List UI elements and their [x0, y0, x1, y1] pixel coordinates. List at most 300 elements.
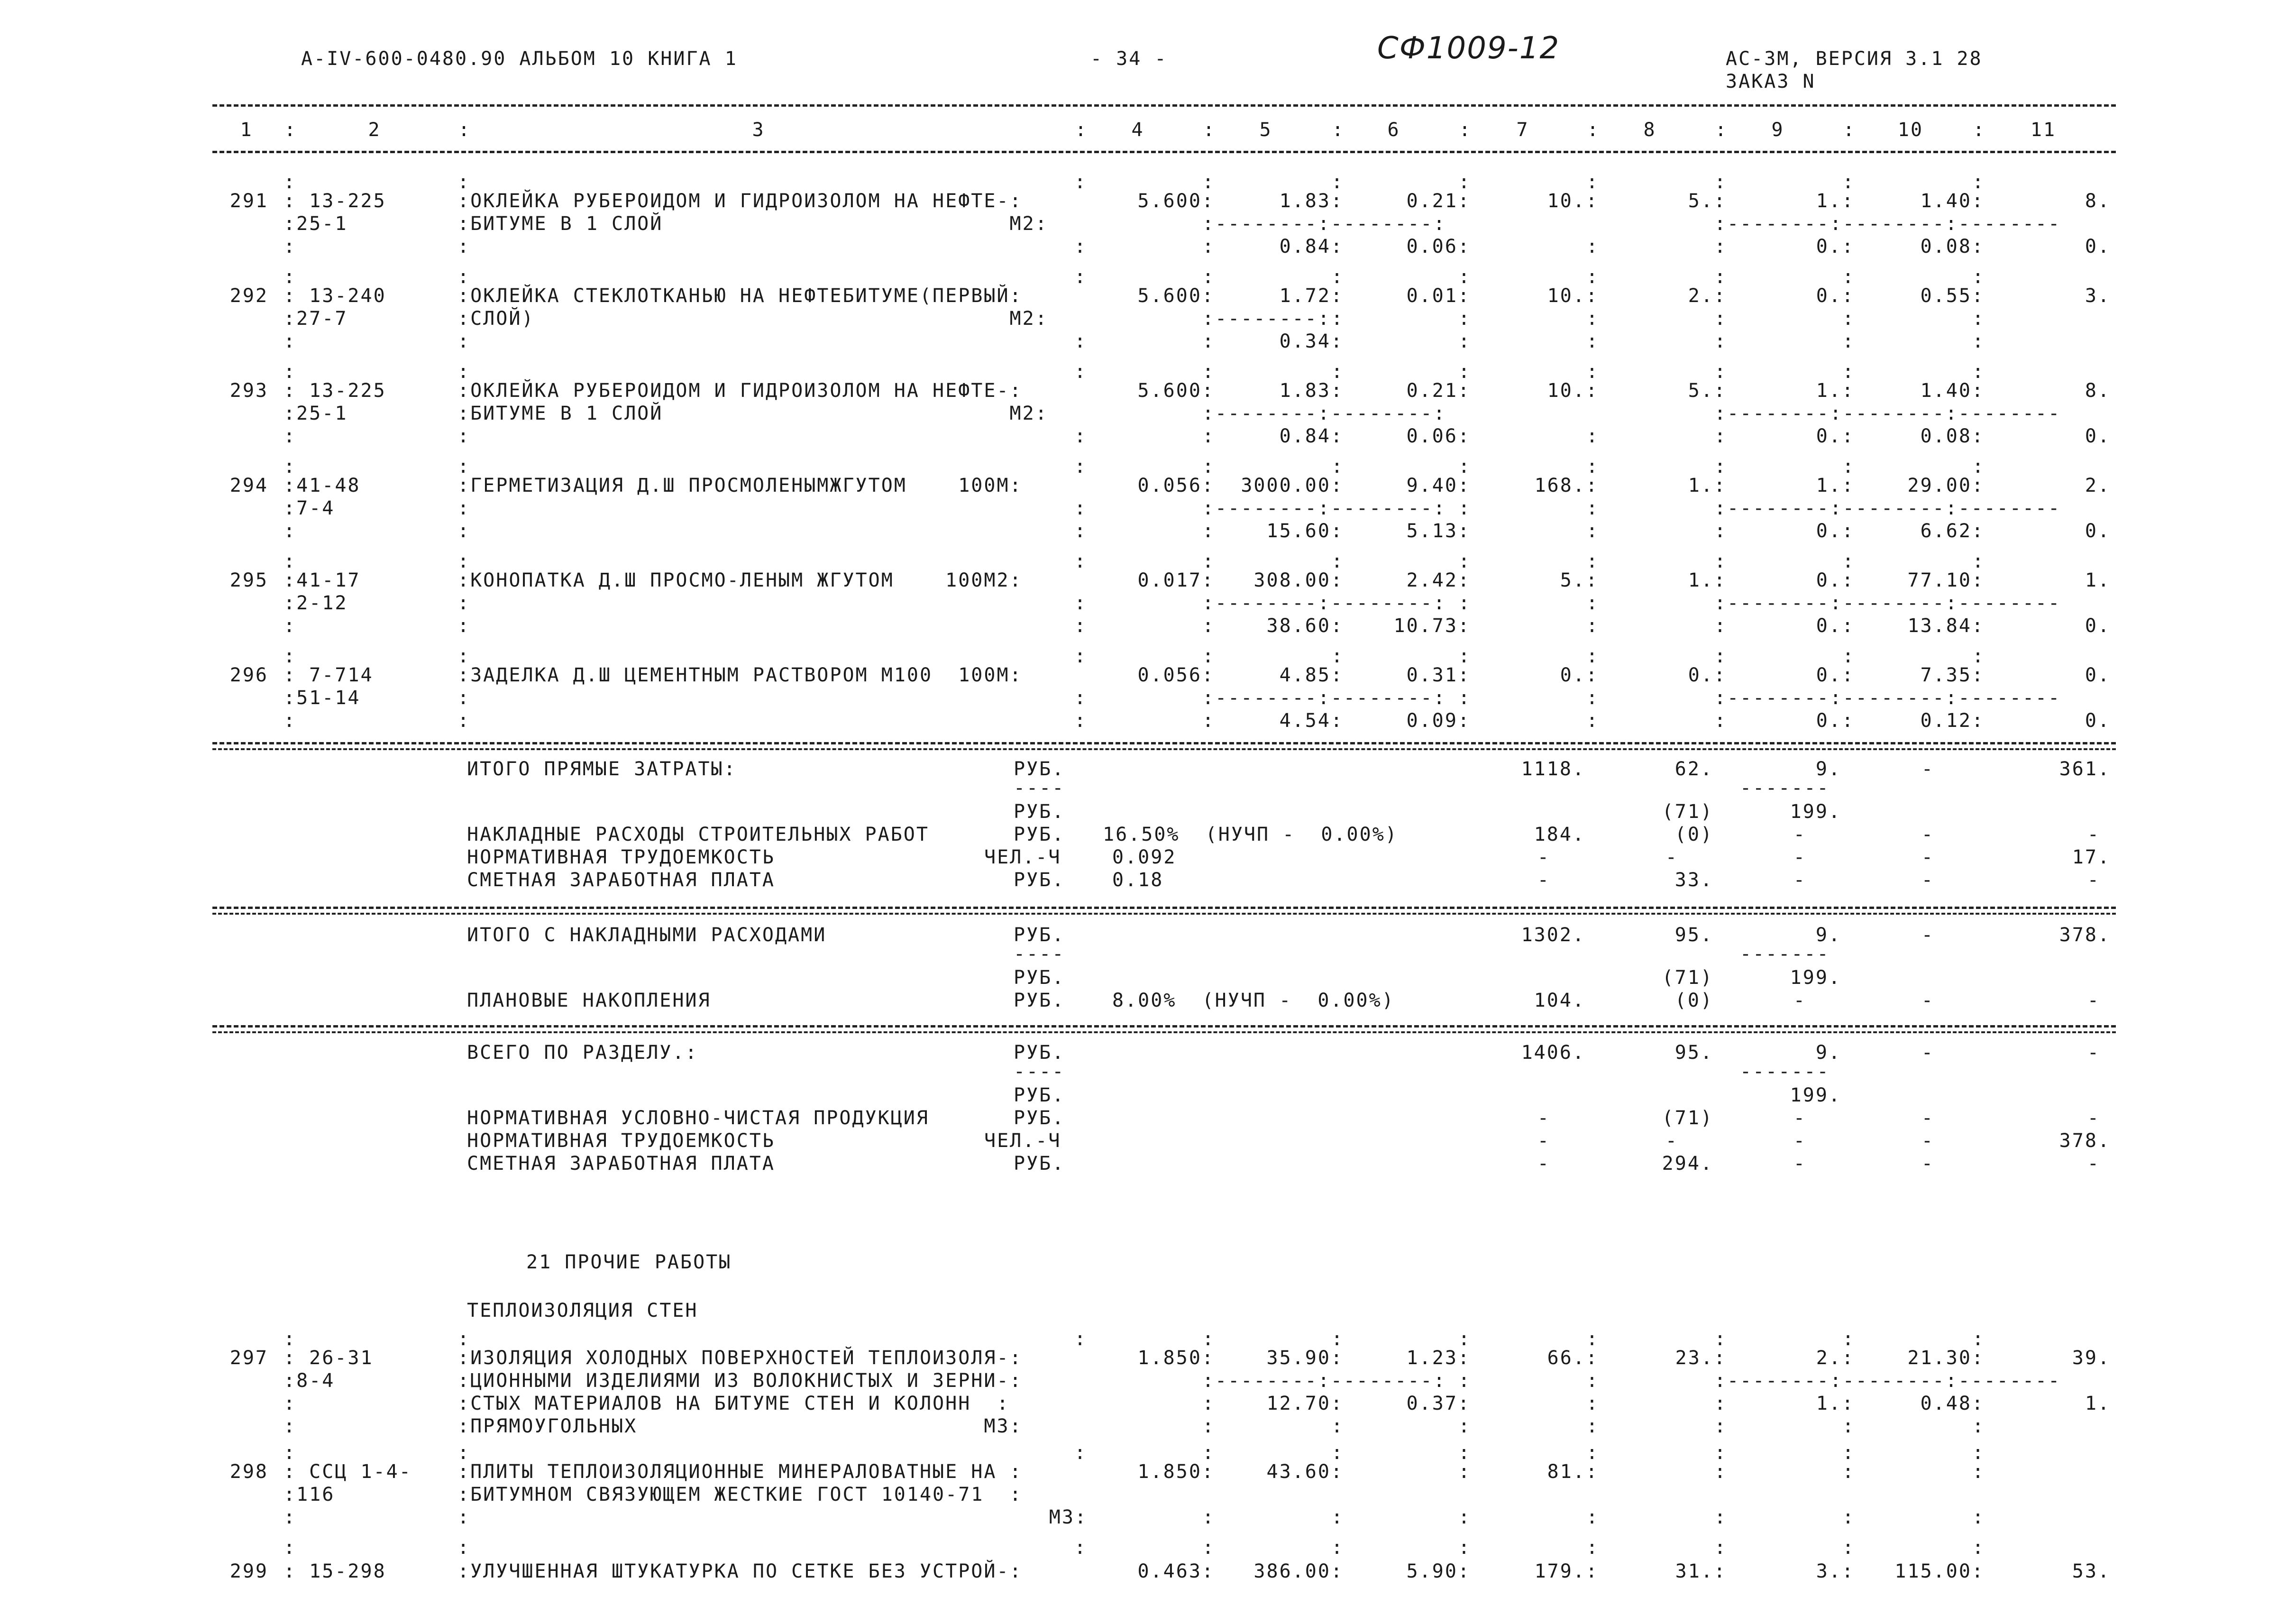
summary-machine: - [1793, 869, 1806, 891]
unit-cost: 1.83: [1279, 190, 1344, 212]
summary-rate: 0.092 [1112, 846, 1177, 868]
total-cost: 168.: [1534, 475, 1599, 496]
unit-cost: 1.72: [1279, 285, 1344, 307]
quantity: 0.463: [1137, 1560, 1215, 1582]
colon-marker: : [1972, 1328, 1985, 1350]
summary-wages: 95. [1674, 924, 1713, 946]
colon-marker: : [1714, 1393, 1728, 1414]
machine-cost: 3.: [1816, 1560, 1855, 1582]
norm-code: : 13-225 [284, 190, 386, 212]
colon-marker: : [1202, 361, 1216, 383]
labor-total: 3. [2085, 285, 2111, 307]
summary-unit: РУБ. [1014, 990, 1065, 1011]
work-description: :СТЫХ МАТЕРИАЛОВ НА БИТУМЕ СТЕН И КОЛОНН : [457, 1393, 1010, 1414]
colon-marker: : [1972, 551, 1985, 572]
unit-cost: 35.90: [1266, 1347, 1344, 1369]
colon-marker: : [1714, 710, 1728, 732]
colon-marker: : [1331, 1537, 1345, 1559]
machine-cost: 0.: [1816, 664, 1855, 686]
colon-marker: : [284, 551, 297, 572]
colon-marker: : [457, 456, 471, 477]
colon-marker: : [457, 551, 471, 572]
quantity: 0.056: [1137, 664, 1215, 686]
summary-labor-total: - [2087, 990, 2100, 1011]
labor-total: 39. [2072, 1347, 2111, 1369]
work-description: :ОКЛЕЙКА РУБЕРОИДОМ И ГИДРОИЗОЛОМ НА НЕФТЕ-: [457, 190, 1023, 212]
colon-marker: : [1714, 1461, 1728, 1483]
colon-marker: : [1842, 330, 1856, 352]
colon-marker: : [1331, 266, 1345, 288]
unit-machine-wage: 0.06: [1406, 425, 1471, 447]
colon-marker: : [1202, 236, 1216, 257]
total-cost: 5.: [1560, 569, 1599, 591]
colon-marker: : [1842, 551, 1856, 572]
col-header-7: 7 [1516, 119, 1529, 141]
summary-machine: 9. [1815, 924, 1841, 946]
colon-marker: : [1458, 1328, 1472, 1350]
summary-labor: - [1921, 1042, 1934, 1064]
quantity: 0.056: [1137, 475, 1215, 496]
norm-code-sub: :2-12 [284, 592, 348, 614]
colon-marker: : [1331, 1442, 1345, 1464]
section-rule [212, 913, 2116, 915]
colon-marker: : [1842, 361, 1856, 383]
colon-marker: : [1202, 1393, 1216, 1414]
summary-wages: 33. [1674, 869, 1713, 891]
colon-marker: : [1074, 425, 1088, 447]
unit-wage: 0.84: [1279, 425, 1344, 447]
colon-marker: : [1972, 308, 1985, 330]
summary-wages: (71) [1662, 1107, 1713, 1129]
col-header-5: 5 [1259, 119, 1272, 141]
work-description: :ОКЛЕЙКА СТЕКЛОТКАНЬЮ НА НЕФТЕБИТУМЕ(ПЕРВЫЙ: [457, 285, 1023, 307]
summary-total: - [1537, 1130, 1550, 1152]
unit-wage: 15.60: [1266, 520, 1344, 542]
colon-marker: : [1842, 1442, 1856, 1464]
colon-marker: : [1074, 551, 1088, 572]
colon-marker: : [1458, 687, 1472, 709]
colon-marker: : [1074, 330, 1088, 352]
summary-machine: - [1793, 1153, 1806, 1174]
section-rule [212, 907, 2116, 909]
colon-marker: : [1842, 266, 1856, 288]
colon-marker: : [1074, 1442, 1088, 1464]
colon-marker: : [1586, 236, 1600, 257]
machine-cost: 1.: [1816, 380, 1855, 402]
summary-unit: РУБ. [1014, 924, 1065, 946]
sub-divider: :--------:--------: [1202, 592, 1446, 614]
colon-marker: : [1586, 330, 1600, 352]
summary-underline: ---- [1014, 943, 1065, 965]
total-cost: 81.: [1547, 1461, 1599, 1483]
summary-labor-total: - [2087, 869, 2100, 891]
colon-marker: : [457, 645, 471, 667]
summary-label: СМЕТНАЯ ЗАРАБОТНАЯ ПЛАТА [467, 1153, 775, 1174]
col-sep: : [284, 119, 297, 141]
section-rule [212, 1031, 2116, 1033]
colon-marker: : [1458, 330, 1472, 352]
labor-machine-total: 0. [2085, 520, 2111, 542]
summary-unit: РУБ. [1014, 801, 1065, 823]
norm-code-sub: :27-7 [284, 308, 348, 330]
total-cost: 66.: [1547, 1347, 1599, 1369]
colon-marker: : [1458, 497, 1472, 519]
sub-divider: :--------:--------: [1202, 213, 1446, 235]
work-description: : [457, 497, 471, 519]
colon-marker: : [1202, 645, 1216, 667]
colon-marker: : [1586, 551, 1600, 572]
work-description: :ИЗОЛЯЦИЯ ХОЛОДНЫХ ПОВЕРХНОСТЕЙ ТЕПЛОИЗОЛЯ-: [457, 1347, 1023, 1369]
col-header-1: 1 [240, 119, 253, 141]
summary-labor: - [1921, 758, 1934, 780]
col-header-9: 9 [1771, 119, 1784, 141]
sub-divider: :--------:--------:-------- [1714, 1370, 2061, 1392]
colon-marker: : [1458, 171, 1472, 193]
album-reference: А-IV-600-0480.90 АЛЬБОМ 10 КНИГА 1 [301, 48, 738, 70]
summary-label: СМЕТНАЯ ЗАРАБОТНАЯ ПЛАТА [467, 869, 775, 891]
colon-marker: : [1074, 497, 1088, 519]
labor-machine-total: 1. [2085, 1393, 2111, 1414]
machine-wage: 1.: [1816, 1393, 1855, 1414]
colon-marker: : [284, 266, 297, 288]
summary-machine: - [1793, 846, 1806, 868]
colon-marker: : [284, 1415, 297, 1437]
unit-wage: 0.84: [1279, 236, 1344, 257]
col-sep: : [1587, 119, 1600, 141]
colon-marker: : [1458, 1506, 1472, 1528]
summary-label: НОРМАТИВНАЯ УСЛОВНО-ЧИСТАЯ ПРОДУКЦИЯ [467, 1107, 929, 1129]
unit-machine-cost: 1.23: [1406, 1347, 1471, 1369]
quantity: 5.600: [1137, 380, 1215, 402]
colon-marker: : [1586, 645, 1600, 667]
colon-marker: : [1972, 1461, 1985, 1483]
summary-total: 1406. [1521, 1042, 1585, 1064]
work-description: : [457, 687, 471, 709]
labor-unit: 77.10: [1907, 569, 1985, 591]
wages: 2.: [1688, 285, 1727, 307]
colon-marker: : [1586, 1506, 1600, 1528]
unit-wage: 38.60: [1266, 615, 1344, 637]
colon-marker: : [1586, 1415, 1600, 1437]
labor-unit: 0.55: [1920, 285, 1985, 307]
unit-wage: 12.70: [1266, 1393, 1344, 1414]
quantity: 1.850: [1137, 1347, 1215, 1369]
work-description: :ПРЯМОУГОЛЬНЫХ М3: [457, 1415, 1023, 1437]
colon-marker: : [1458, 1415, 1472, 1437]
summary-label: ИТОГО С НАКЛАДНЫМИ РАСХОДАМИ [467, 924, 827, 946]
colon-marker: : [1202, 171, 1216, 193]
summary-labor-total: 17. [2072, 846, 2111, 868]
machine-wage: 0.: [1816, 236, 1855, 257]
wages: 31.: [1675, 1560, 1727, 1582]
sub-divider: :--------:--------: [1202, 403, 1446, 424]
work-description: :БИТУМНОМ СВЯЗУЮЩЕМ ЖЕСТКИЕ ГОСТ 10140-71 : [457, 1484, 1023, 1505]
colon-marker: : [1202, 1442, 1216, 1464]
colon-marker: : [1714, 1537, 1728, 1559]
colon-marker: : [1202, 520, 1216, 542]
summary-unit: РУБ. [1014, 1084, 1065, 1106]
col-sep: : [1332, 119, 1345, 141]
norm-code: :41-17 [284, 569, 361, 591]
section-rule [212, 1025, 2116, 1028]
colon-marker: : [1586, 1328, 1600, 1350]
colon-marker: : [1972, 330, 1985, 352]
quantity: 0.017: [1137, 569, 1215, 591]
colon-marker: : [1842, 1506, 1856, 1528]
colon-marker: : [1842, 645, 1856, 667]
colon-marker: : [457, 1328, 471, 1350]
colon-marker: : [457, 520, 471, 542]
work-description: :ГЕРМЕТИЗАЦИЯ Д.Ш ПРОСМОЛЕНЫМЖГУТОМ 100М: [457, 475, 1023, 496]
labor-total: 0. [2085, 664, 2111, 686]
summary-labor-total: 378. [2059, 1130, 2111, 1152]
total-cost: 10.: [1547, 285, 1599, 307]
col-sep: : [1715, 119, 1728, 141]
row-number: 299 [229, 1560, 268, 1582]
summary-wages: (0) [1674, 990, 1713, 1011]
sub-divider: :--------:--------:-------- [1714, 403, 2061, 424]
unit-cost: 308.00: [1253, 569, 1344, 591]
total-cost: 10.: [1547, 190, 1599, 212]
labor-total: 53. [2072, 1560, 2111, 1582]
summary-labor-total: - [2087, 1107, 2100, 1129]
labor-machine-total: 0. [2085, 236, 2111, 257]
colon-marker: : [1586, 1442, 1600, 1464]
labor-total: 2. [2085, 475, 2111, 496]
colon-marker: : [457, 615, 471, 637]
labor-machine: 0.08: [1920, 236, 1985, 257]
version-info: АС-3М, ВЕРСИЯ 3.1 28 [1726, 48, 1983, 70]
col-header-8: 8 [1643, 119, 1656, 141]
colon-marker: : [1074, 645, 1088, 667]
summary-labor: - [1921, 1107, 1934, 1129]
sub-divider: :--------:--------:-------- [1714, 687, 2061, 709]
work-description: : [457, 592, 471, 614]
colon-marker: : [1586, 1537, 1600, 1559]
work-description: :БИТУМЕ В 1 СЛОЙ М2: [457, 213, 1048, 235]
labor-machine-total: 0. [2085, 710, 2111, 732]
summary-rate: 16.50% (НУЧП - 0.00%) [1103, 824, 1398, 845]
colon-marker: : [284, 1537, 297, 1559]
work-description: :УЛУЧШЕННАЯ ШТУКАТУРКА ПО СЕТКЕ БЕЗ УСТРОЙ-: [457, 1560, 1023, 1582]
colon-marker: : [1586, 425, 1600, 447]
colon-marker: : [1714, 266, 1728, 288]
colon-marker: : [1972, 456, 1985, 477]
colon-marker: : [284, 425, 297, 447]
colon-marker: : [1586, 308, 1600, 330]
colon-marker: : [1842, 456, 1856, 477]
colon-marker: : [1586, 1393, 1600, 1414]
summary-unit: РУБ. [1014, 1042, 1065, 1064]
summary-wages: - [1665, 1130, 1678, 1152]
colon-marker: : [1714, 330, 1728, 352]
colon-marker: : [284, 615, 297, 637]
col-header-2: 2 [368, 119, 381, 141]
colon-marker: : [457, 1506, 471, 1528]
colon-marker: : [284, 645, 297, 667]
colon-marker: : [1714, 171, 1728, 193]
labor-total: 8. [2085, 190, 2111, 212]
colon-marker: : [284, 520, 297, 542]
colon-marker: : [1714, 551, 1728, 572]
unit-machine-cost: 0.21: [1406, 380, 1471, 402]
work-description: :БИТУМЕ В 1 СЛОЙ М2: [457, 403, 1048, 424]
header-bottom-rule [212, 151, 2116, 153]
colon-marker: : [1202, 1415, 1216, 1437]
labor-total: 1. [2085, 569, 2111, 591]
wages: 1.: [1688, 569, 1727, 591]
colon-marker: : [1842, 1415, 1856, 1437]
summary-labor: - [1921, 990, 1934, 1011]
labor-unit: 115.00: [1894, 1560, 1985, 1582]
colon-marker: : [1074, 615, 1088, 637]
colon-marker: : [1972, 171, 1985, 193]
row-number: 297 [229, 1347, 268, 1369]
unit-cost: 4.85: [1279, 664, 1344, 686]
norm-code-sub: :8-4 [284, 1370, 335, 1392]
colon-marker: : [1331, 1415, 1345, 1437]
colon-marker: : [457, 266, 471, 288]
sub-divider: :--------:--------:-------- [1714, 592, 2061, 614]
row-number: 291 [229, 190, 268, 212]
colon-marker: : [1586, 615, 1600, 637]
colon-marker: : [1972, 266, 1985, 288]
wages: 23.: [1675, 1347, 1727, 1369]
colon-marker: : [1586, 592, 1600, 614]
sub-divider: :--------:--------: [1202, 497, 1446, 519]
col-sep: : [1203, 119, 1216, 141]
summary-machine: - [1793, 1130, 1806, 1152]
colon-marker: : [284, 1328, 297, 1350]
colon-marker: : [1842, 171, 1856, 193]
colon-marker: : [1458, 592, 1472, 614]
summary-underline: ---- [1014, 1061, 1065, 1083]
colon-marker: : [457, 710, 471, 732]
labor-machine: 0.48: [1920, 1393, 1985, 1414]
colon-marker: : [1331, 1506, 1345, 1528]
summary-labor: - [1921, 924, 1934, 946]
row-number: 296 [229, 664, 268, 686]
summary-label: НОРМАТИВНАЯ ТРУДОЕМКОСТЬ [467, 1130, 775, 1152]
summary-label: ИТОГО ПРЯМЫЕ ЗАТРАТЫ: [467, 758, 737, 780]
row-number: 293 [229, 380, 268, 402]
summary-underline: ------- [1740, 943, 1830, 965]
summary-wages: (0) [1674, 824, 1713, 845]
summary-labor: - [1921, 1153, 1934, 1174]
unit-cost: 1.83: [1279, 380, 1344, 402]
colon-marker: : [1714, 308, 1728, 330]
labor-unit: 21.30: [1907, 1347, 1985, 1369]
colon-marker: : [1586, 497, 1600, 519]
summary-unit: РУБ. [1014, 758, 1065, 780]
summary-unit: ЧЕЛ.-Ч [984, 1130, 1061, 1152]
colon-marker: : [1714, 236, 1728, 257]
summary-unit: РУБ. [1014, 869, 1065, 891]
sub-divider: :--------:--------: [1202, 687, 1446, 709]
summary-total: 1118. [1521, 758, 1585, 780]
unit-cost: 43.60: [1266, 1461, 1344, 1483]
summary-labor: - [1921, 1130, 1934, 1152]
work-unit: М3: [1049, 1506, 1088, 1528]
machine-cost: 1.: [1816, 190, 1855, 212]
colon-marker: : [1714, 1328, 1728, 1350]
colon-marker: : [1331, 551, 1345, 572]
colon-marker: : [1202, 456, 1216, 477]
summary-label: ПЛАНОВЫЕ НАКОПЛЕНИЯ [467, 990, 711, 1011]
colon-marker: : [1202, 551, 1216, 572]
summary-machine-wage: 199. [1790, 1084, 1841, 1106]
colon-marker: : [457, 171, 471, 193]
labor-machine: 6.62: [1920, 520, 1985, 542]
section-rule [212, 742, 2116, 744]
colon-marker: : [1074, 1328, 1088, 1350]
labor-total: 8. [2085, 380, 2111, 402]
colon-marker: : [1458, 1537, 1472, 1559]
norm-code: : ССЦ 1-4- [284, 1461, 412, 1483]
summary-machine: 9. [1815, 1042, 1841, 1064]
labor-machine-total: 0. [2085, 425, 2111, 447]
colon-marker: : [1074, 171, 1088, 193]
unit-machine-cost: 5.90: [1406, 1560, 1471, 1582]
sub-divider: :--------:--------:-------- [1714, 497, 2061, 519]
norm-code-sub: :116 [284, 1484, 335, 1505]
colon-marker: : [457, 330, 471, 352]
colon-marker: : [1714, 456, 1728, 477]
summary-total: - [1537, 846, 1550, 868]
section-subtitle: ТЕПЛОИЗОЛЯЦИЯ СТЕН [467, 1300, 698, 1321]
colon-marker: : [1714, 615, 1728, 637]
colon-marker: : [1331, 171, 1345, 193]
norm-code: :41-48 [284, 475, 361, 496]
unit-machine-cost: 0.31: [1406, 664, 1471, 686]
summary-unit: ЧЕЛ.-Ч [984, 846, 1061, 868]
colon-marker: : [1074, 592, 1088, 614]
machine-wage: 0.: [1816, 710, 1855, 732]
colon-marker: : [1458, 308, 1472, 330]
colon-marker: : [1074, 687, 1088, 709]
machine-cost: 1.: [1816, 475, 1855, 496]
summary-wages-note: (71) [1662, 801, 1713, 823]
work-description: :ЗАДЕЛКА Д.Ш ЦЕМЕНТНЫМ РАСТВОРОМ М100 100М: [457, 664, 1023, 686]
colon-marker: : [1331, 456, 1345, 477]
summary-machine-wage: 199. [1790, 801, 1841, 823]
colon-marker: : [284, 171, 297, 193]
unit-cost: 386.00: [1253, 1560, 1344, 1582]
colon-marker: : [1074, 266, 1088, 288]
colon-marker: : [1972, 1506, 1985, 1528]
wages: 0.: [1688, 664, 1727, 686]
colon-marker: : [1842, 1461, 1856, 1483]
summary-label: НАКЛАДНЫЕ РАСХОДЫ СТРОИТЕЛЬНЫХ РАБОТ [467, 824, 929, 845]
colon-marker: : [1586, 171, 1600, 193]
unit-machine-wage: 0.06: [1406, 236, 1471, 257]
page-number: - 34 - [1090, 48, 1168, 70]
work-description: :ПЛИТЫ ТЕПЛОИЗОЛЯЦИОННЫЕ МИНЕРАЛОВАТНЫЕ НА : [457, 1461, 1023, 1483]
summary-underline: ------- [1740, 777, 1830, 799]
colon-marker: : [1972, 1537, 1985, 1559]
colon-marker: : [457, 236, 471, 257]
colon-marker: : [1074, 520, 1088, 542]
colon-marker: : [284, 330, 297, 352]
colon-marker: : [1972, 645, 1985, 667]
sub-divider: :--------:--------:-------- [1714, 213, 2061, 235]
summary-machine: - [1793, 990, 1806, 1011]
colon-marker: : [1714, 1442, 1728, 1464]
colon-marker: : [1972, 1442, 1985, 1464]
norm-code: : 13-225 [284, 380, 386, 402]
colon-marker: : [1074, 236, 1088, 257]
work-description: :СЛОЙ) М2: [457, 308, 1048, 330]
